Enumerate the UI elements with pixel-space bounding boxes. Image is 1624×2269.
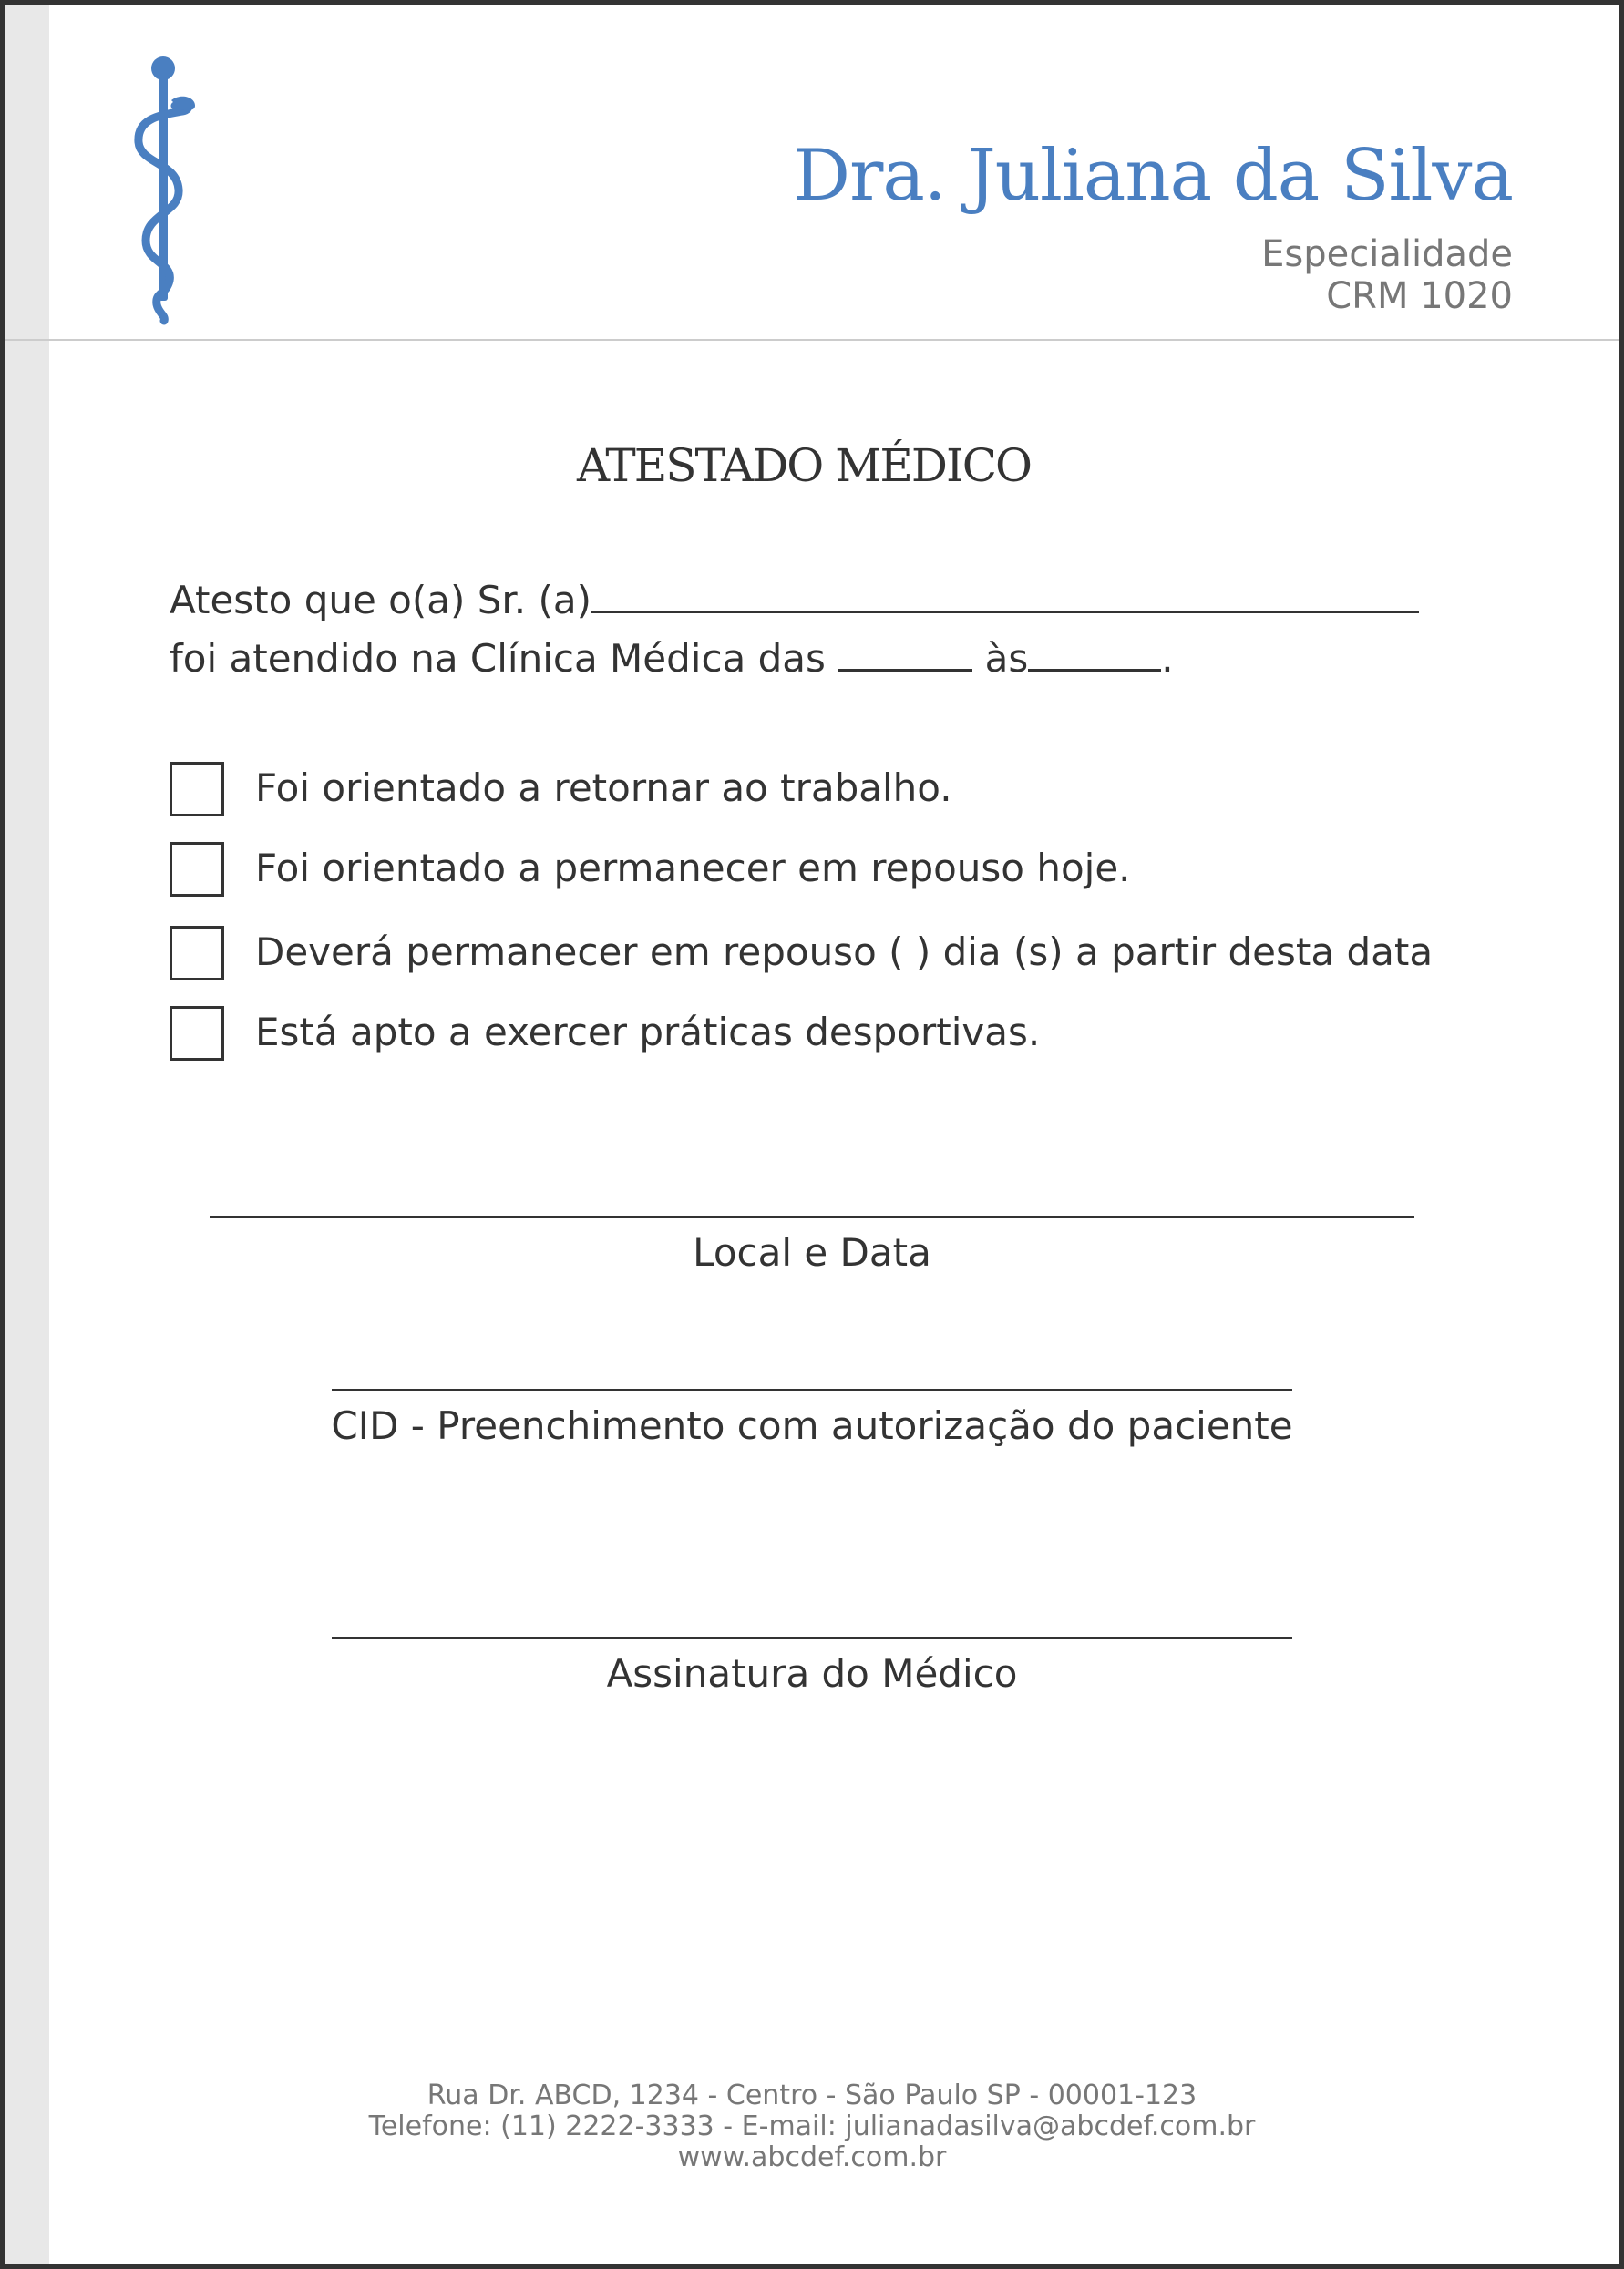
option-rest-days (170, 926, 1537, 980)
option-checkbox[interactable] (170, 1006, 224, 1061)
binding-strip (5, 5, 49, 2264)
cid-label: CID - Preenchimento com autorização do paciente (331, 1403, 1293, 1448)
option-label: Foi orientado a retornar ao trabalho. (255, 765, 952, 810)
cid-line[interactable] (332, 1389, 1292, 1391)
doctor-signature-line[interactable] (332, 1637, 1292, 1639)
attendance-from-label: foi atendido na Clínica Médica das (170, 636, 838, 681)
doctor-name: Dra. Juliana da Silva (793, 135, 1513, 217)
local-date-label: Local e Data (693, 1230, 931, 1275)
doctor-signature-label: Assinatura do Médico (606, 1651, 1018, 1696)
option-sports-fit (170, 1006, 1537, 1061)
option-rest-today (170, 842, 1537, 897)
time-from-blank[interactable] (838, 669, 972, 672)
patient-name-label: Atesto que o(a) Sr. (a) (170, 578, 592, 622)
option-checkbox[interactable] (170, 842, 224, 897)
attendance-time-line (170, 636, 1174, 681)
option-label: Está apto a exercer práticas desportivas. (255, 1010, 1041, 1054)
doctor-crm: CRM 1020 (1326, 275, 1513, 317)
patient-name-blank[interactable] (591, 611, 1419, 613)
time-to-blank[interactable] (1028, 669, 1161, 672)
doctor-specialty: Especialidade (1261, 233, 1513, 275)
footer-website: www.abcdef.com.br (677, 2141, 947, 2173)
header-divider (5, 339, 1619, 341)
footer-contact: Telefone: (11) 2222-3333 - E-mail: julianadasilva@abcdef.com.br (368, 2110, 1256, 2142)
option-label: Foi orientado a permanecer em repouso hoje. (255, 846, 1131, 890)
rod-of-asclepius-icon (118, 53, 210, 326)
option-return-to-work (170, 762, 1537, 816)
footer-address: Rua Dr. ABCD, 1234 - Centro - São Paulo SP - 00001-123 (427, 2079, 1197, 2111)
local-date-line[interactable] (210, 1216, 1414, 1218)
attendance-to-label: às (972, 636, 1029, 681)
option-label: Deverá permanecer em repouso ( ) dia (s) a partir desta data (255, 929, 1434, 974)
attendance-period: . (1161, 636, 1174, 681)
option-checkbox[interactable] (170, 762, 224, 816)
option-checkbox[interactable] (170, 926, 224, 980)
patient-name-line (170, 578, 1419, 622)
document-title: ATESTADO MÉDICO (577, 439, 1031, 492)
